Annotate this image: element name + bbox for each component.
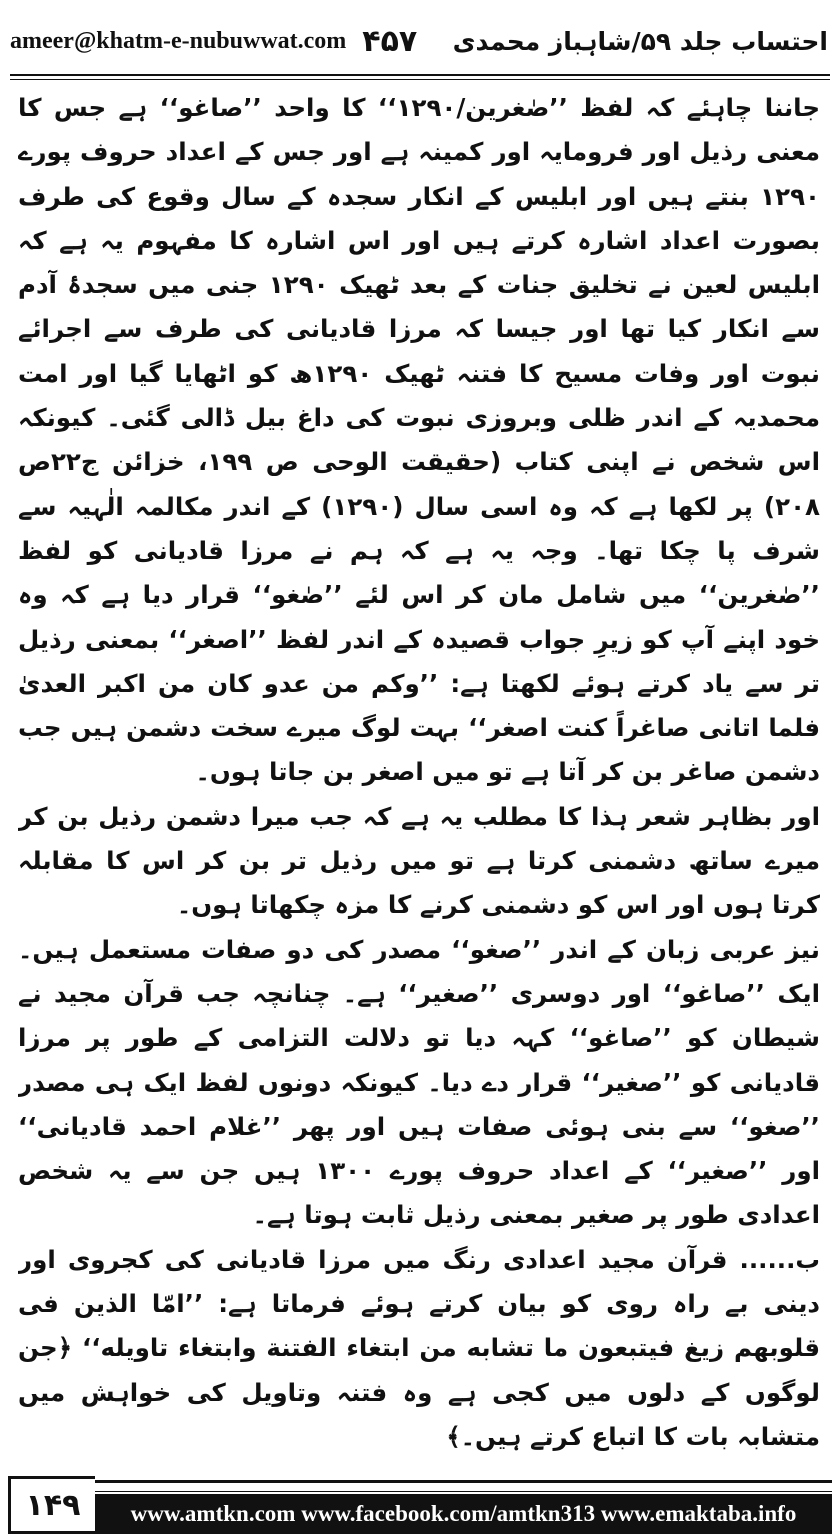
paragraph (18, 1459, 820, 1464)
header-email: ameer@khatm-e-nubuwwat.com (10, 27, 347, 54)
paragraph: جاننا چاہئے کہ لفظ ’’صٰغرین/۱۲۹۰‘‘ کا واحد ’’صاغو‘‘ ہے جس کا معنی رذیل اور فرومایہ اور کمینہ ہے اور جس کے اعداد حروف پورے ۱۲۹۰ بنتے ہیں اور ابلیس کے انکار سجدہ کے سال وقوع کی طرف بصورت اعداد اشارہ کرتے ہیں اور اس اشارہ کا مفہوم یہ ہے کہ ابلیس لعین نے تخلیق جنات کے بعد ٹھیک ۱۲۹۰ جنی میں سجدۂ آدم سے انکار کیا تھا اور جیسا کہ مرزا قادیانی کی طرف سے اجرائے نبوت اور وفات مسیح کا فتنہ ٹھیک ۱۲۹۰ھ کو اٹھایا گیا اور امت محمدیہ کے اندر ظلی وبروزی نبوت کی داغ بیل ڈالی گئی۔ کیونکہ اس شخص نے اپنی کتاب (حقیقت الوحی ص ۱۹۹، خزائن ج۲۲ص ۲۰۸) پر لکھا ہے کہ وہ اسی سال (۱۲۹۰) کے اندر مکالمہ الٰہیہ سے شرف پا چکا تھا۔ وجہ یہ ہے کہ ہم نے مرزا قادیانی کو لفظ ’’صٰغرین‘‘ میں شامل مان کر اس لئے ’’صٰغو‘‘ قرار دیا ہے کہ وہ خود اپنے آپ کو زیرِ جواب قصیدہ کے اندر لفظ ’’اصغر‘‘ بمعنی رذیل تر سے یاد کرتے ہوئے لکھتا ہے: ’’وکم من عدو کان من اکبر العدیٰ فلما اتانی صاغراً کنت اصغر‘‘ بہت لوگ میرے سخت دشمن ہیں جب دشمن صاغر بن کر آتا ہے تو میں اصغر بن جاتا ہوں۔ (18, 93, 820, 787)
page-body (18, 86, 820, 1464)
paragraph: اور بظاہر شعر ہذا کا مطلب یہ ہے کہ جب میرا دشمن رذیل بن کر میرے ساتھ دشمنی کرتا ہے تو میں رذیل تر بن کر اس کا مقابلہ کرتا ہوں اور اس کو دشمنی کرنے کا مزہ چکھاتا ہوں۔ (18, 801, 820, 920)
book-title: احتساب جلد ۵۹/شاہباز محمدی (452, 26, 828, 56)
footer-page-number: ۱۴۹ (8, 1476, 95, 1534)
paragraph: ب...... قرآن مجید اعدادی رنگ میں مرزا قادیانی کی کجروی اور دینی بے راہ روی کو بیان کرتے ہوئے فرماتا ہے: ’’امّا الذین فی قلوبھم زیغ فیتبعون ما تشابه من ابتغاء الفتنة وابتغاء تاویله‘‘ ﴿جن لوگوں کے دلوں میں کجی ہے وہ فتنہ وتاویل کی خواہش میں متشابہ بات کا اتباع کرتے ہیں۔﴾ (18, 1244, 820, 1451)
page-footer (8, 1476, 832, 1534)
footer-rules (95, 1480, 832, 1492)
header-left-group (10, 24, 417, 59)
header-rule-thick (10, 74, 830, 76)
header-page-number: ۴۵۷ (362, 23, 418, 59)
page-header (10, 6, 828, 76)
footer-bar (95, 1476, 832, 1534)
footer-links: www.amtkn.com www.facebook.com/amtkn313 www.emaktaba.info (95, 1494, 832, 1534)
paragraph: نیز عربی زبان کے اندر ’’صغو‘‘ مصدر کی دو صفات مستعمل ہیں۔ ایک ’’صاغو‘‘ اور دوسری ’’صغیر‘‘ ہے۔ چنانچہ جب قرآن مجید نے شیطان کو ’’صاغو‘‘ کہہ دیا تو دلالت التزامی کے طور پر مرزا قادیانی کو ’’صغیر‘‘ قرار دے دیا۔ کیونکہ دونوں لفظ ایک ہی مصدر ’’صغو‘‘ سے بنی ہوئی صفات ہیں اور پھر ’’غلام احمد قادیانی‘‘ اور ’’صغیر‘‘ کے اعداد حروف پورے ۱۳۰۰ ہیں جن سے یہ شخص اعدادی طور پر صغیر بمعنی رذیل ثابت ہوتا ہے۔ (18, 934, 820, 1230)
header-rule-thin (10, 79, 830, 80)
